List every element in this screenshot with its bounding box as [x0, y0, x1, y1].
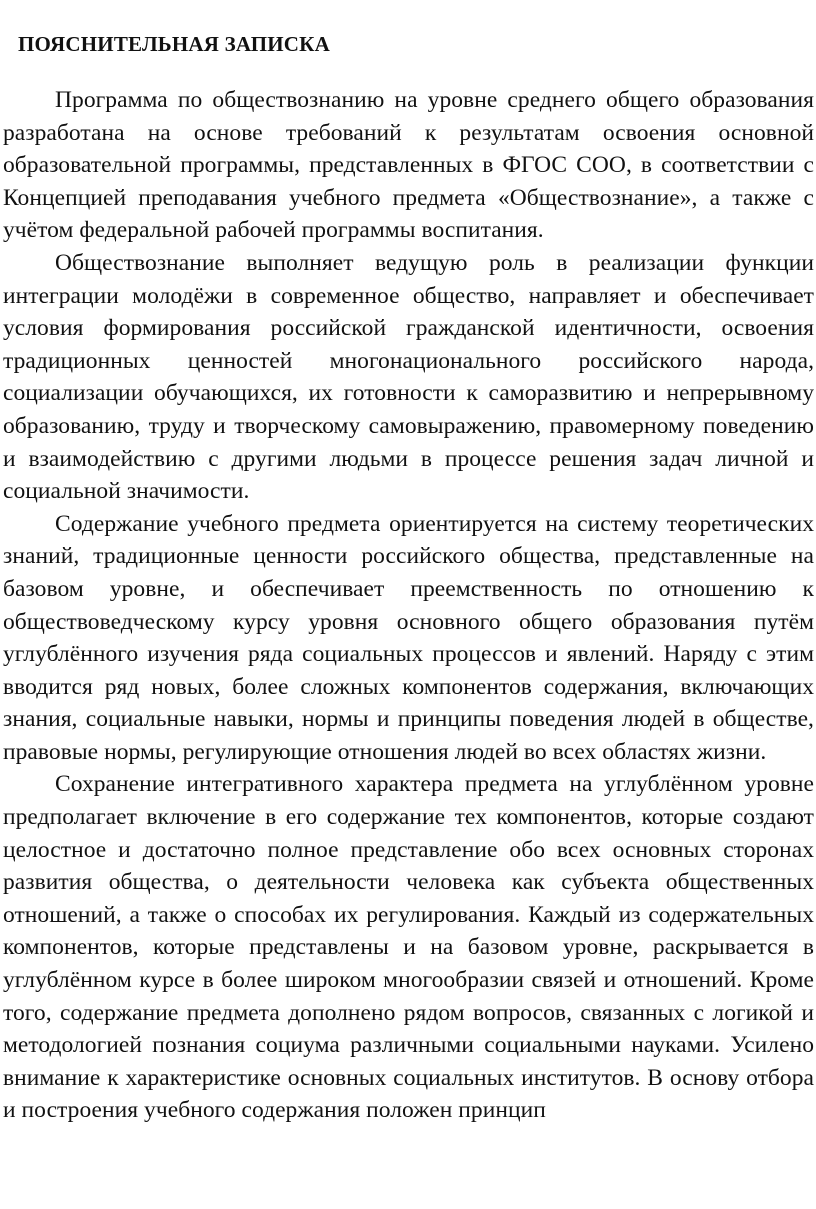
paragraph-program-basis: Программа по обществознанию на уровне среднего общего образования разработана на основе требований к результатам освоения основной образовательной программы, представленных в ФГОС СОО, в соответствии с Концепцией преподавания учебного предмета «Обществознание», а также с учётом федеральной рабочей программы воспитания.	[3, 87, 814, 244]
document-body	[3, 84, 814, 1127]
paragraph-integrative-character: Сохранение интегративного характера предмета на углублённом уровне предполагает включение в его содержание тех компонентов, которые создают целостное и достаточно полное представление обо всех основных сторонах развития общества, о деятельности человека как субъекта общественных отношений, а также о способах их регулирования. Каждый из содержательных компонентов, которые представлены и на базовом уровне, раскрывается в углублённом курсе в более широком многообразии связей и отношений. Кроме того, содержание предмета дополнено рядом вопросов, связанных с логикой и методологией познания социума различными социальными науками. Усилено внимание к характеристике основных социальных институтов. В основу отбора и построения учебного содержания положен принцип	[3, 771, 814, 1124]
document-title: ПОЯСНИТЕЛЬНАЯ ЗАПИСКА	[18, 32, 330, 56]
paragraph-social-studies-role: Обществознание выполняет ведущую роль в реализации функции интеграции молодёжи в современное общество, направляет и обеспечивает условия формирования российской гражданской идентичности, освоения традиционных ценностей многонационального российского народа, социализации обучающихся, их готовности к саморазвитию и непрерывному образованию, труду и творческому самовыражению, правомерному поведению и взаимодействию с другими людьми в процессе решения задач личной и социальной значимости.	[3, 249, 814, 505]
paragraph-subject-content: Содержание учебного предмета ориентируется на систему теоретических знаний, традиционные ценности российского общества, представленные на базовом уровне, и обеспечивает преемственность по отношению к обществоведческому курсу уровня основного общего образования путём углублённого изучения ряда социальных процессов и явлений. Наряду с этим вводится ряд новых, более сложных компонентов содержания, включающих знания, социальные навыки, нормы и принципы поведения людей в обществе, правовые нормы, регулирующие отношения людей во всех областях жизни.	[3, 510, 814, 765]
